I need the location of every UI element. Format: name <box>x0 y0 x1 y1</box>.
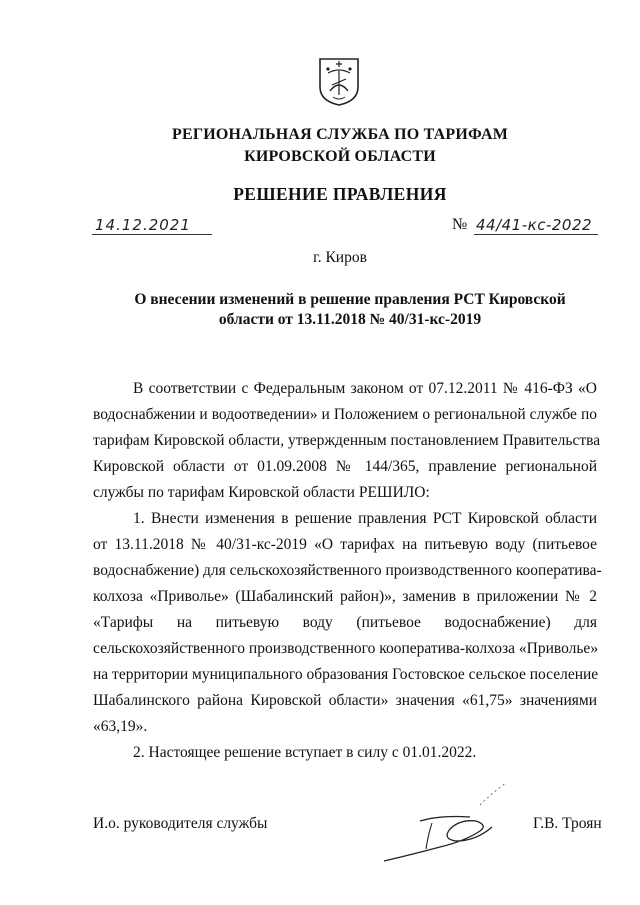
handwritten-date: 14.12.2021 <box>95 216 191 234</box>
city: г. Киров <box>313 249 367 266</box>
kirov-coat-of-arms-icon <box>318 57 360 107</box>
body-line: «63,19». <box>93 718 148 735</box>
document-type: РЕШЕНИЕ ПРАВЛЕНИЯ <box>233 184 447 204</box>
body-line: службы по тарифам Кировской области РЕШИЛО: <box>93 484 430 501</box>
date-underline <box>92 234 212 235</box>
signatory-name: Г.В. Троян <box>533 815 602 832</box>
signatory-title: И.о. руководителя службы <box>93 815 268 832</box>
body-line: Шабалинского района Кировской области» значения «61,75» значениями <box>93 692 597 709</box>
body-line: 2. Настоящее решение вступает в силу с 01.01.2022. <box>133 744 477 761</box>
org-name-line1: РЕГИОНАЛЬНАЯ СЛУЖБА ПО ТАРИФАМ <box>171 126 509 143</box>
body-line: водоснабжении и водоотведении» и Положением о региональной службе по <box>93 406 597 423</box>
subject-line: области от 13.11.2018 № 40/31-кс-2019 <box>218 311 482 328</box>
handwritten-number: 44/41-кс-2022 <box>476 216 593 234</box>
body-line: «Тарифы на питьевую воду (питьевое водоснабжение) для <box>93 614 597 631</box>
body-line: на территории муниципального образования Гостовское сельское поселение <box>93 666 599 683</box>
handwritten-signature-icon <box>380 775 520 875</box>
org-name-line2: КИРОВСКОЙ ОБЛАСТИ <box>244 148 436 165</box>
body-line: Кировской области от 01.09.2008 № 144/365, правление региональной <box>93 458 597 475</box>
body-line: 1. Внести изменения в решение правления РСТ Кировской области <box>133 510 597 527</box>
number-sign: № <box>452 216 468 233</box>
body-line: тарифам Кировской области, утвержденным постановлением Правительства <box>93 432 601 449</box>
body-line: от 13.11.2018 № 40/31-кс-2019 «О тарифах на питьевую воду (питьевое <box>93 536 597 553</box>
body-line: водоснабжение) для сельскохозяйственного производственного кооператива- <box>93 562 602 579</box>
body-line: В соответствии с Федеральным законом от 07.12.2011 № 416-ФЗ «О <box>133 380 597 397</box>
subject-line: О внесении изменений в решение правления РСТ Кировской <box>134 291 566 308</box>
body-line: сельскохозяйственного производственного кооператива-колхоза «Приволье» <box>93 640 599 657</box>
body-line: колхоза «Приволье» (Шабалинский район)», заменив в приложении № 2 <box>93 588 597 605</box>
number-underline <box>474 234 598 235</box>
